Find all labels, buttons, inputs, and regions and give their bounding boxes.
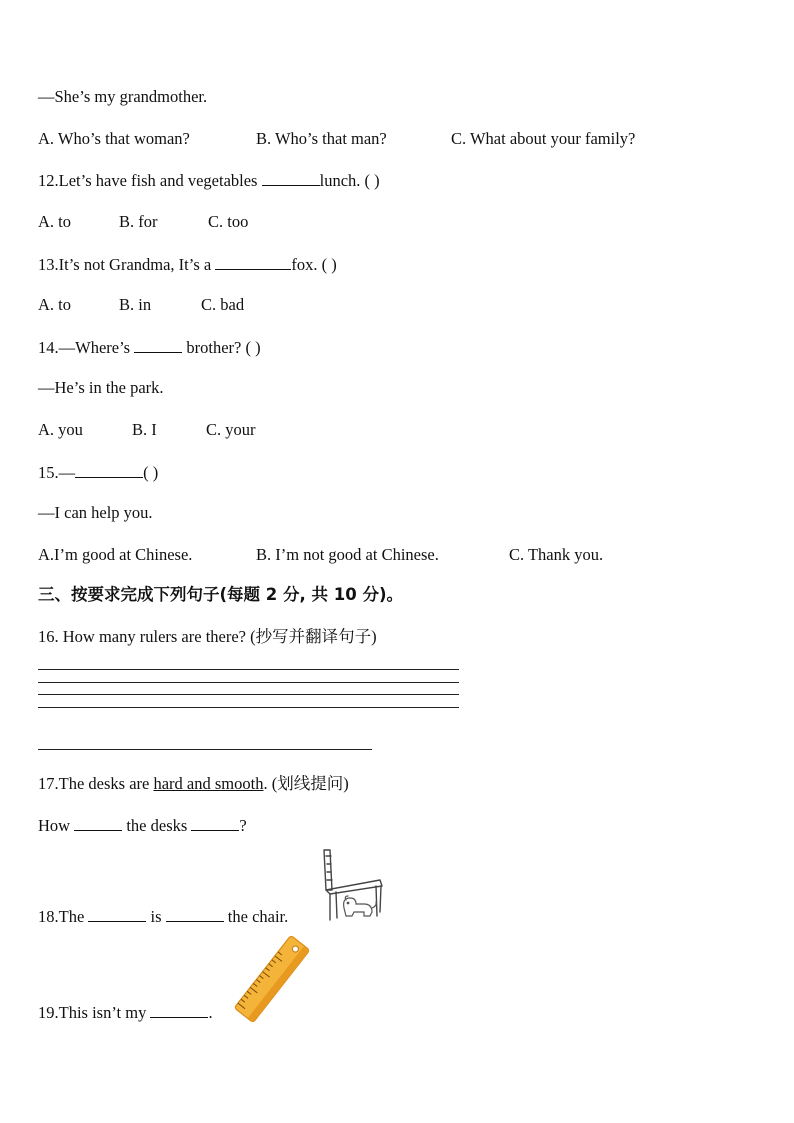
- q14-answer-line: —He’s in the park.: [38, 378, 164, 397]
- q15-answer-paren[interactable]: ( ): [143, 463, 159, 482]
- q19-suffix: .: [208, 1003, 213, 1022]
- q12-answer-paren[interactable]: ( ): [364, 171, 380, 190]
- q11-answer-line: —She’s my grandmother.: [38, 87, 208, 106]
- q17-qmark: ?: [239, 816, 247, 835]
- q13-blank[interactable]: [215, 254, 291, 270]
- q18-stem: [38, 906, 288, 927]
- q18-prefix: 18.The: [38, 907, 85, 926]
- q17-answer: [38, 815, 247, 836]
- q14-stem: [38, 337, 261, 358]
- q13-prefix: 13.It’s not Grandma, It’s a: [38, 255, 212, 274]
- q13-option-c: C. bad: [201, 295, 245, 314]
- q14-option-c: C. your: [206, 420, 256, 439]
- q12-blank[interactable]: [262, 170, 320, 186]
- q12-option-a: A. to: [38, 212, 71, 231]
- q17-the-desks: the desks: [126, 816, 188, 835]
- q11-option-a: A. Who’s that woman?: [38, 129, 190, 148]
- q18-blank-1[interactable]: [88, 906, 146, 922]
- q12-stem: [38, 170, 380, 191]
- q13-answer-paren[interactable]: ( ): [321, 255, 337, 274]
- q16-translation-line[interactable]: [38, 749, 372, 750]
- q17-how: How: [38, 816, 71, 835]
- q18-blank-2[interactable]: [166, 906, 224, 922]
- q15-blank[interactable]: [75, 462, 143, 478]
- q16-writing-line-1[interactable]: [38, 669, 459, 670]
- q19-blank[interactable]: [150, 1002, 208, 1018]
- q14-blank[interactable]: [134, 337, 182, 353]
- ruler-image: [234, 936, 310, 1022]
- q15-option-c: C. Thank you.: [509, 545, 604, 564]
- q14-answer-paren[interactable]: ( ): [245, 338, 261, 357]
- q15-option-b: B. I’m not good at Chinese.: [256, 545, 439, 564]
- q17-stem: [38, 774, 349, 794]
- q17-prefix: 17.The desks are: [38, 774, 150, 793]
- q17-blank-1[interactable]: [74, 815, 122, 831]
- q12-prefix: 12.Let’s have fish and vegetables: [38, 171, 258, 190]
- q11-option-b: B. Who’s that man?: [256, 129, 387, 148]
- section-3-heading: 三、按要求完成下列句子(每题 2 分, 共 10 分)。: [38, 585, 404, 604]
- q16-writing-line-4[interactable]: [38, 707, 459, 708]
- q12-suffix: lunch.: [319, 171, 361, 190]
- q19-prefix: 19.This isn’t my: [38, 1003, 147, 1022]
- q11-option-c: C. What about your family?: [451, 129, 636, 148]
- q13-option-a: A. to: [38, 295, 71, 314]
- q15-option-a: A.I’m good at Chinese.: [38, 545, 193, 564]
- q13-stem: [38, 254, 337, 275]
- q13-suffix: fox.: [291, 255, 318, 274]
- chair-with-dog-image: [320, 846, 386, 924]
- q18-suffix: the chair.: [227, 907, 289, 926]
- q14-option-a: A. you: [38, 420, 83, 439]
- q12-option-c: C. too: [208, 212, 249, 231]
- q18-is: is: [150, 907, 162, 926]
- q14-prefix: 14.—Where’s: [38, 338, 131, 357]
- q16-stem: 16. How many rulers are there? (抄写并翻译句子): [38, 627, 377, 646]
- q12-option-b: B. for: [119, 212, 158, 231]
- q16-writing-line-2[interactable]: [38, 682, 459, 683]
- q17-blank-2[interactable]: [191, 815, 239, 831]
- q15-answer-line: —I can help you.: [38, 503, 153, 522]
- q14-suffix: brother?: [186, 338, 242, 357]
- q17-suffix: . (划线提问): [263, 774, 349, 793]
- q17-underlined-phrase: hard and smooth: [153, 774, 264, 793]
- q16-writing-line-3[interactable]: [38, 694, 459, 695]
- q19-stem: [38, 1002, 213, 1023]
- q15-prefix: 15.—: [38, 463, 76, 482]
- q13-option-b: B. in: [119, 295, 152, 314]
- q15-stem: [38, 462, 158, 483]
- q14-option-b: B. I: [132, 420, 157, 439]
